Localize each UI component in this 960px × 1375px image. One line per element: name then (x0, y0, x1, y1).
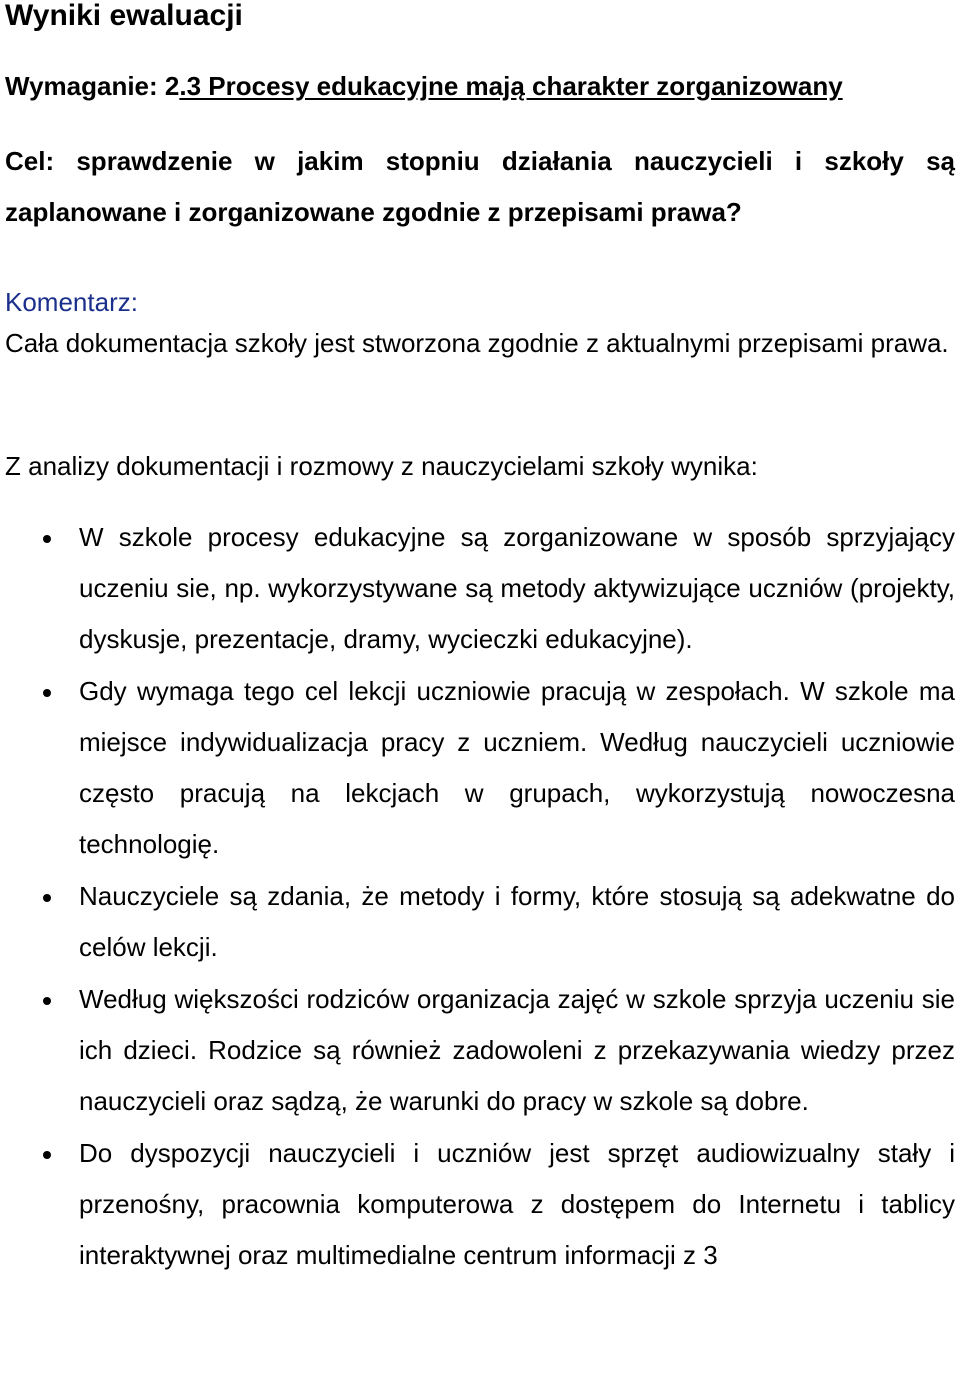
finding-item (0, 666, 960, 870)
evaluation-goal: Cel: sprawdzenie w jakim stopniu działania nauczycieli i szkoły są zaplanowane i zorganizowane zgodnie z przepisami prawa? (5, 146, 955, 227)
bullet-icon (43, 894, 51, 902)
comment-body: Cała dokumentacja szkoły jest stworzona zgodnie z aktualnymi przepisami prawa. (5, 328, 949, 358)
bullet-icon (43, 535, 51, 543)
finding-text: Nauczyciele są zdania, że metody i formy, które stosują są adekwatne do celów lekcji. (79, 881, 955, 962)
finding-text: W szkole procesy edukacyjne są zorganizowane w sposób sprzyjający uczeniu sie, np. wykorzystywane są metody aktywizujące uczniów (projekty, dyskusje, prezentacje, dramy, wycieczki edukacyjne). (79, 522, 955, 654)
finding-item (0, 512, 960, 665)
requirement-prefix: Wymaganie: 2 (5, 71, 180, 101)
comment-label: Komentarz: (5, 287, 138, 317)
finding-text: Według większości rodziców organizacja zajęć w szkole sprzyja uczeniu sie ich dzieci. Rodzice są również zadowoleni z przekazywania wiedzy przez nauczycieli oraz sądzą, że warunki do pracy w szkole są dobre. (79, 984, 955, 1116)
finding-item (0, 871, 960, 973)
bullet-icon (43, 689, 51, 697)
finding-text: Do dyspozycji nauczycieli i uczniów jest sprzęt audiowizualny stały i przenośny, pracownia komputerowa z dostępem do Internetu i tablicy interaktywnej oraz multimedialne centrum informacji z 3 (79, 1138, 955, 1270)
finding-item (0, 974, 960, 1127)
analysis-intro: Z analizy dokumentacji i rozmowy z nauczycielami szkoły wynika: (5, 451, 758, 481)
bullet-icon (43, 997, 51, 1005)
finding-item (0, 1128, 960, 1281)
requirement-line (5, 64, 843, 108)
bullet-icon (43, 1151, 51, 1159)
requirement-link[interactable]: .3 Procesy edukacyjne mają charakter zorganizowany (179, 71, 843, 101)
findings-list (0, 512, 960, 1281)
document-title: Wyniki ewaluacji (5, 0, 243, 32)
finding-text: Gdy wymaga tego cel lekcji uczniowie pracują w zespołach. W szkole ma miejsce indywidualizacja pracy z uczniem. Według nauczycieli uczniowie często pracują na lekcjach w grupach, wykorzystują nowoczesna technologię. (79, 676, 955, 859)
